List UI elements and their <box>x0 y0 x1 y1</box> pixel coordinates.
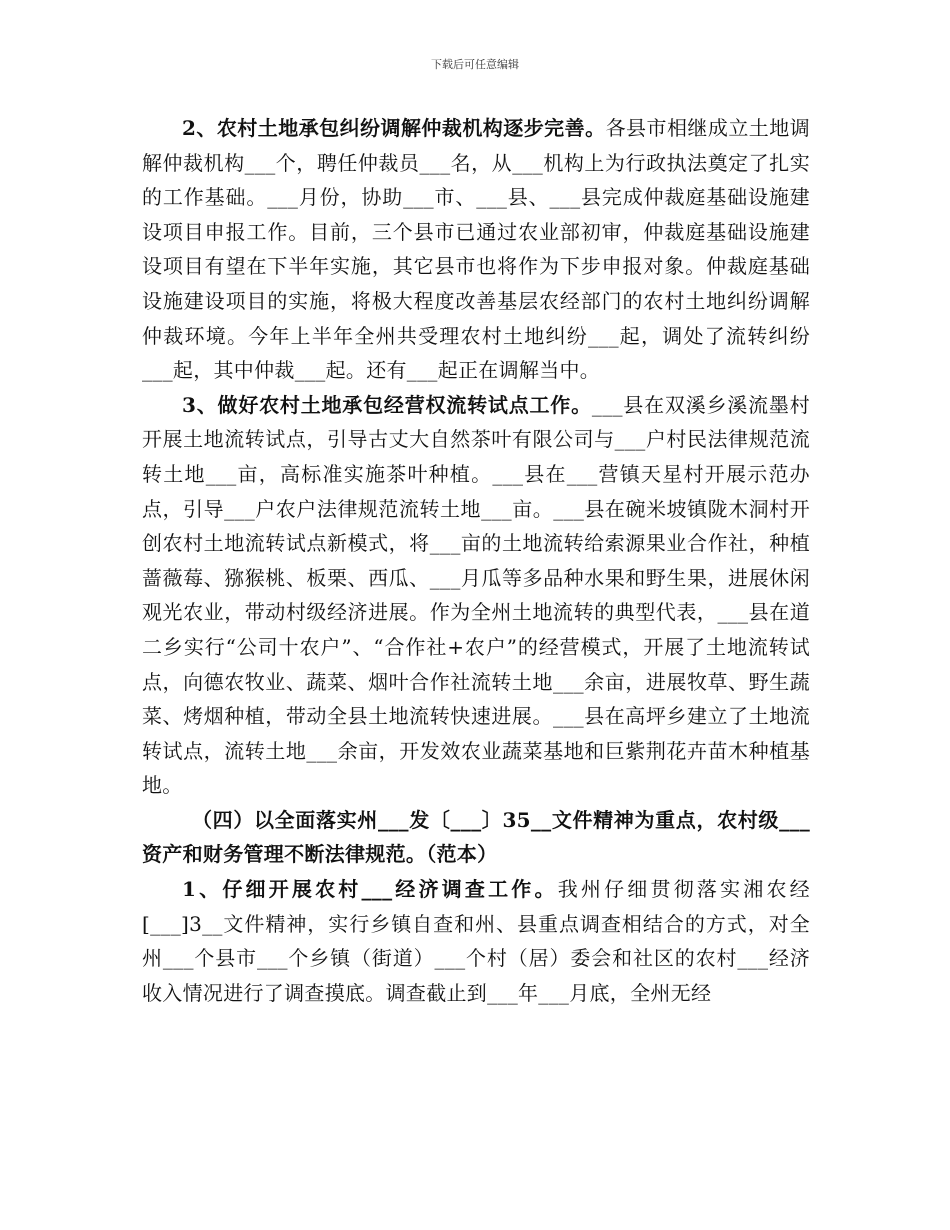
paragraph-heading: 1、仔细开展农村___经济调查工作。 <box>182 877 558 902</box>
paragraph-arbitration <box>142 111 810 388</box>
paragraph-text: 我州仔细贯彻落实湘农经[___]3__文件精神，实行乡镇自查和州、县重点调查相结合的方式，对全州___个县市___个乡镇（街道）___个村（居）委会和社区的农村___经济收入情况进行了调查摸底。调查截止到___年___月底，全州无经 <box>142 877 810 1005</box>
paragraph-text: ___县在双溪乡溪流墨村开展土地流转试点，引导古丈大自然茶叶有限公司与___户村民法律规范流转土地___亩，高标准实施茶叶种植。___县在___营镇天星村开展示范办点，引导___户农户法律规范流转土地___亩。___县在碗米坡镇陇木洞村开创农村土地流转试点新模式，将___亩的土地流转给索源果业合作社，种植蔷薇莓、猕猴桃、板栗、西瓜、___月瓜等多品种水果和野生果，进展休闲观光农业，带动村级经济进展。作为全州土地流转的典型代表，___县在道二乡实行“公司十农户”、“合作社+农户”的经营模式，开展了土地流转试点，向德农牧业、蔬菜、烟叶合作社流转土地___余亩，进展牧草、野生蔬菜、烤烟种植，带动全县土地流转快速进展。___县在高坪乡建立了土地流转试点，流转土地___余亩，开发效农业蔬菜基地和巨紫荆花卉苗木种植基地。 <box>142 392 810 798</box>
document-body <box>142 111 810 1010</box>
section-heading: （四）以全面落实州___发〔___〕35__文件精神为重点，农村级___资产和财务管理不断法律规范。（范本） <box>142 807 810 867</box>
paragraph-heading: 3、做好农村土地承包经营权流转试点工作。 <box>182 392 592 417</box>
paragraph-land-transfer <box>142 388 810 803</box>
paragraph-text: 各县市相继成立土地调解仲裁机构___个，聘任仲裁员___名，从___机构上为行政执法奠定了扎实的工作基础。___月份，协助___市、___县、___县完成仲裁庭基础设施建设项目申报工作。目前，三个县市已通过农业部初审，仲裁庭基础设施建设项目有望在下半年实施，其它县市也将作为下步申报对象。仲裁庭基础设施建设项目的实施，将极大程度改善基层农经部门的农村土地纠纷调解仲裁环境。今年上半年全州共受理农村土地纠纷___起，调处了流转纠纷___起，其中仲裁___起。还有___起正在调解当中。 <box>142 116 810 383</box>
page-header: 下载后可任意编辑 <box>431 58 519 71</box>
paragraph-heading: 2、农村土地承包纠纷调解仲裁机构逐步完善。 <box>182 116 606 140</box>
paragraph-economic-survey <box>142 872 810 1010</box>
